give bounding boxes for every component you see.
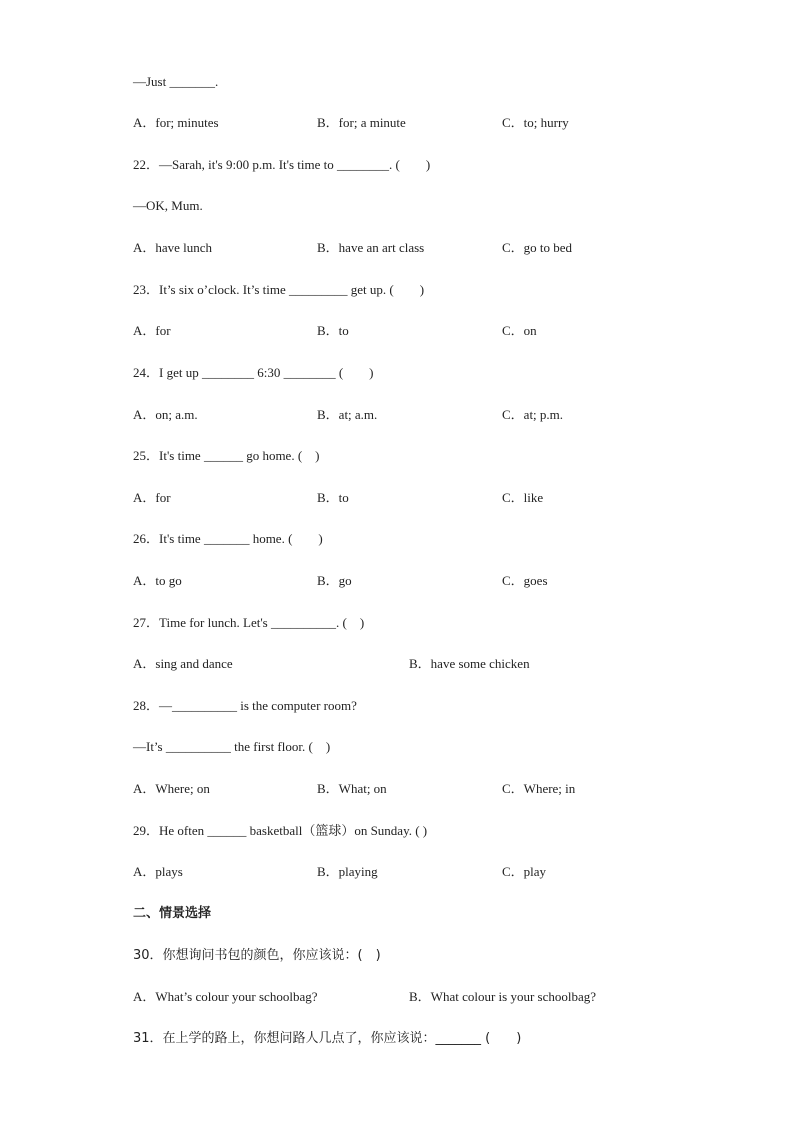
option-b: B．playing [317,864,378,879]
option-a: A．for [133,323,171,338]
question-24: 24．I get up ________ 6:30 ________ ( ) [133,365,374,380]
question-31: 31．在上学的路上，你想问路人几点了，你应该说：_______ ( ) [133,1031,522,1046]
option-b: B．What colour is your schoolbag? [409,989,597,1004]
option-a: A．for [133,490,171,505]
option-b: B．to [317,323,349,338]
option-c: C．at; p.m. [502,407,564,422]
question-28: 28．—__________ is the computer room? [133,698,357,713]
question-26: 26．It's time _______ home. ( ) [133,531,323,546]
option-b: B．at; a.m. [317,407,378,422]
answer-blank-line: —Just _______. [133,74,219,89]
question-29: 29．He often ______ basketball（篮球）on Sunday. ( ) [133,823,428,838]
option-a: A．plays [133,864,183,879]
option-b: B．to [317,490,349,505]
option-b: B．go [317,573,352,588]
option-a: A．for; minutes [133,115,219,130]
option-a: A．to go [133,573,182,588]
option-a: A．sing and dance [133,656,233,671]
option-b: B．What; on [317,781,387,796]
option-c: C．to; hurry [502,115,569,130]
option-b: B．have an art class [317,240,425,255]
question-25: 25．It's time ______ go home. ( ) [133,448,320,463]
option-b: B．for; a minute [317,115,406,130]
option-c: C．play [502,864,547,879]
option-a: A．What’s colour your schoolbag? [133,989,318,1004]
section-heading: 二、情景选择 [133,906,212,921]
option-c: C．goes [502,573,548,588]
question-23: 23．It’s six o’clock. It’s time _________ get up. ( ) [133,282,425,297]
option-a: A．Where; on [133,781,210,796]
question-27: 27．Time for lunch. Let's __________. ( ) [133,615,365,630]
question-30: 30．你想询问书包的颜色，你应该说：( ) [133,948,381,963]
option-a: A．on; a.m. [133,407,198,422]
option-b: B．have some chicken [409,656,530,671]
option-c: C．like [502,490,544,505]
question-22: 22．—Sarah, it's 9:00 p.m. It's time to ________. ( ) [133,157,431,172]
option-c: C．on [502,323,537,338]
option-c: C．Where; in [502,781,576,796]
option-c: C．go to bed [502,240,573,255]
question-28-reply: —It’s __________ the first floor. ( ) [133,739,331,754]
option-a: A．have lunch [133,240,213,255]
question-22-reply: —OK, Mum. [133,198,203,213]
